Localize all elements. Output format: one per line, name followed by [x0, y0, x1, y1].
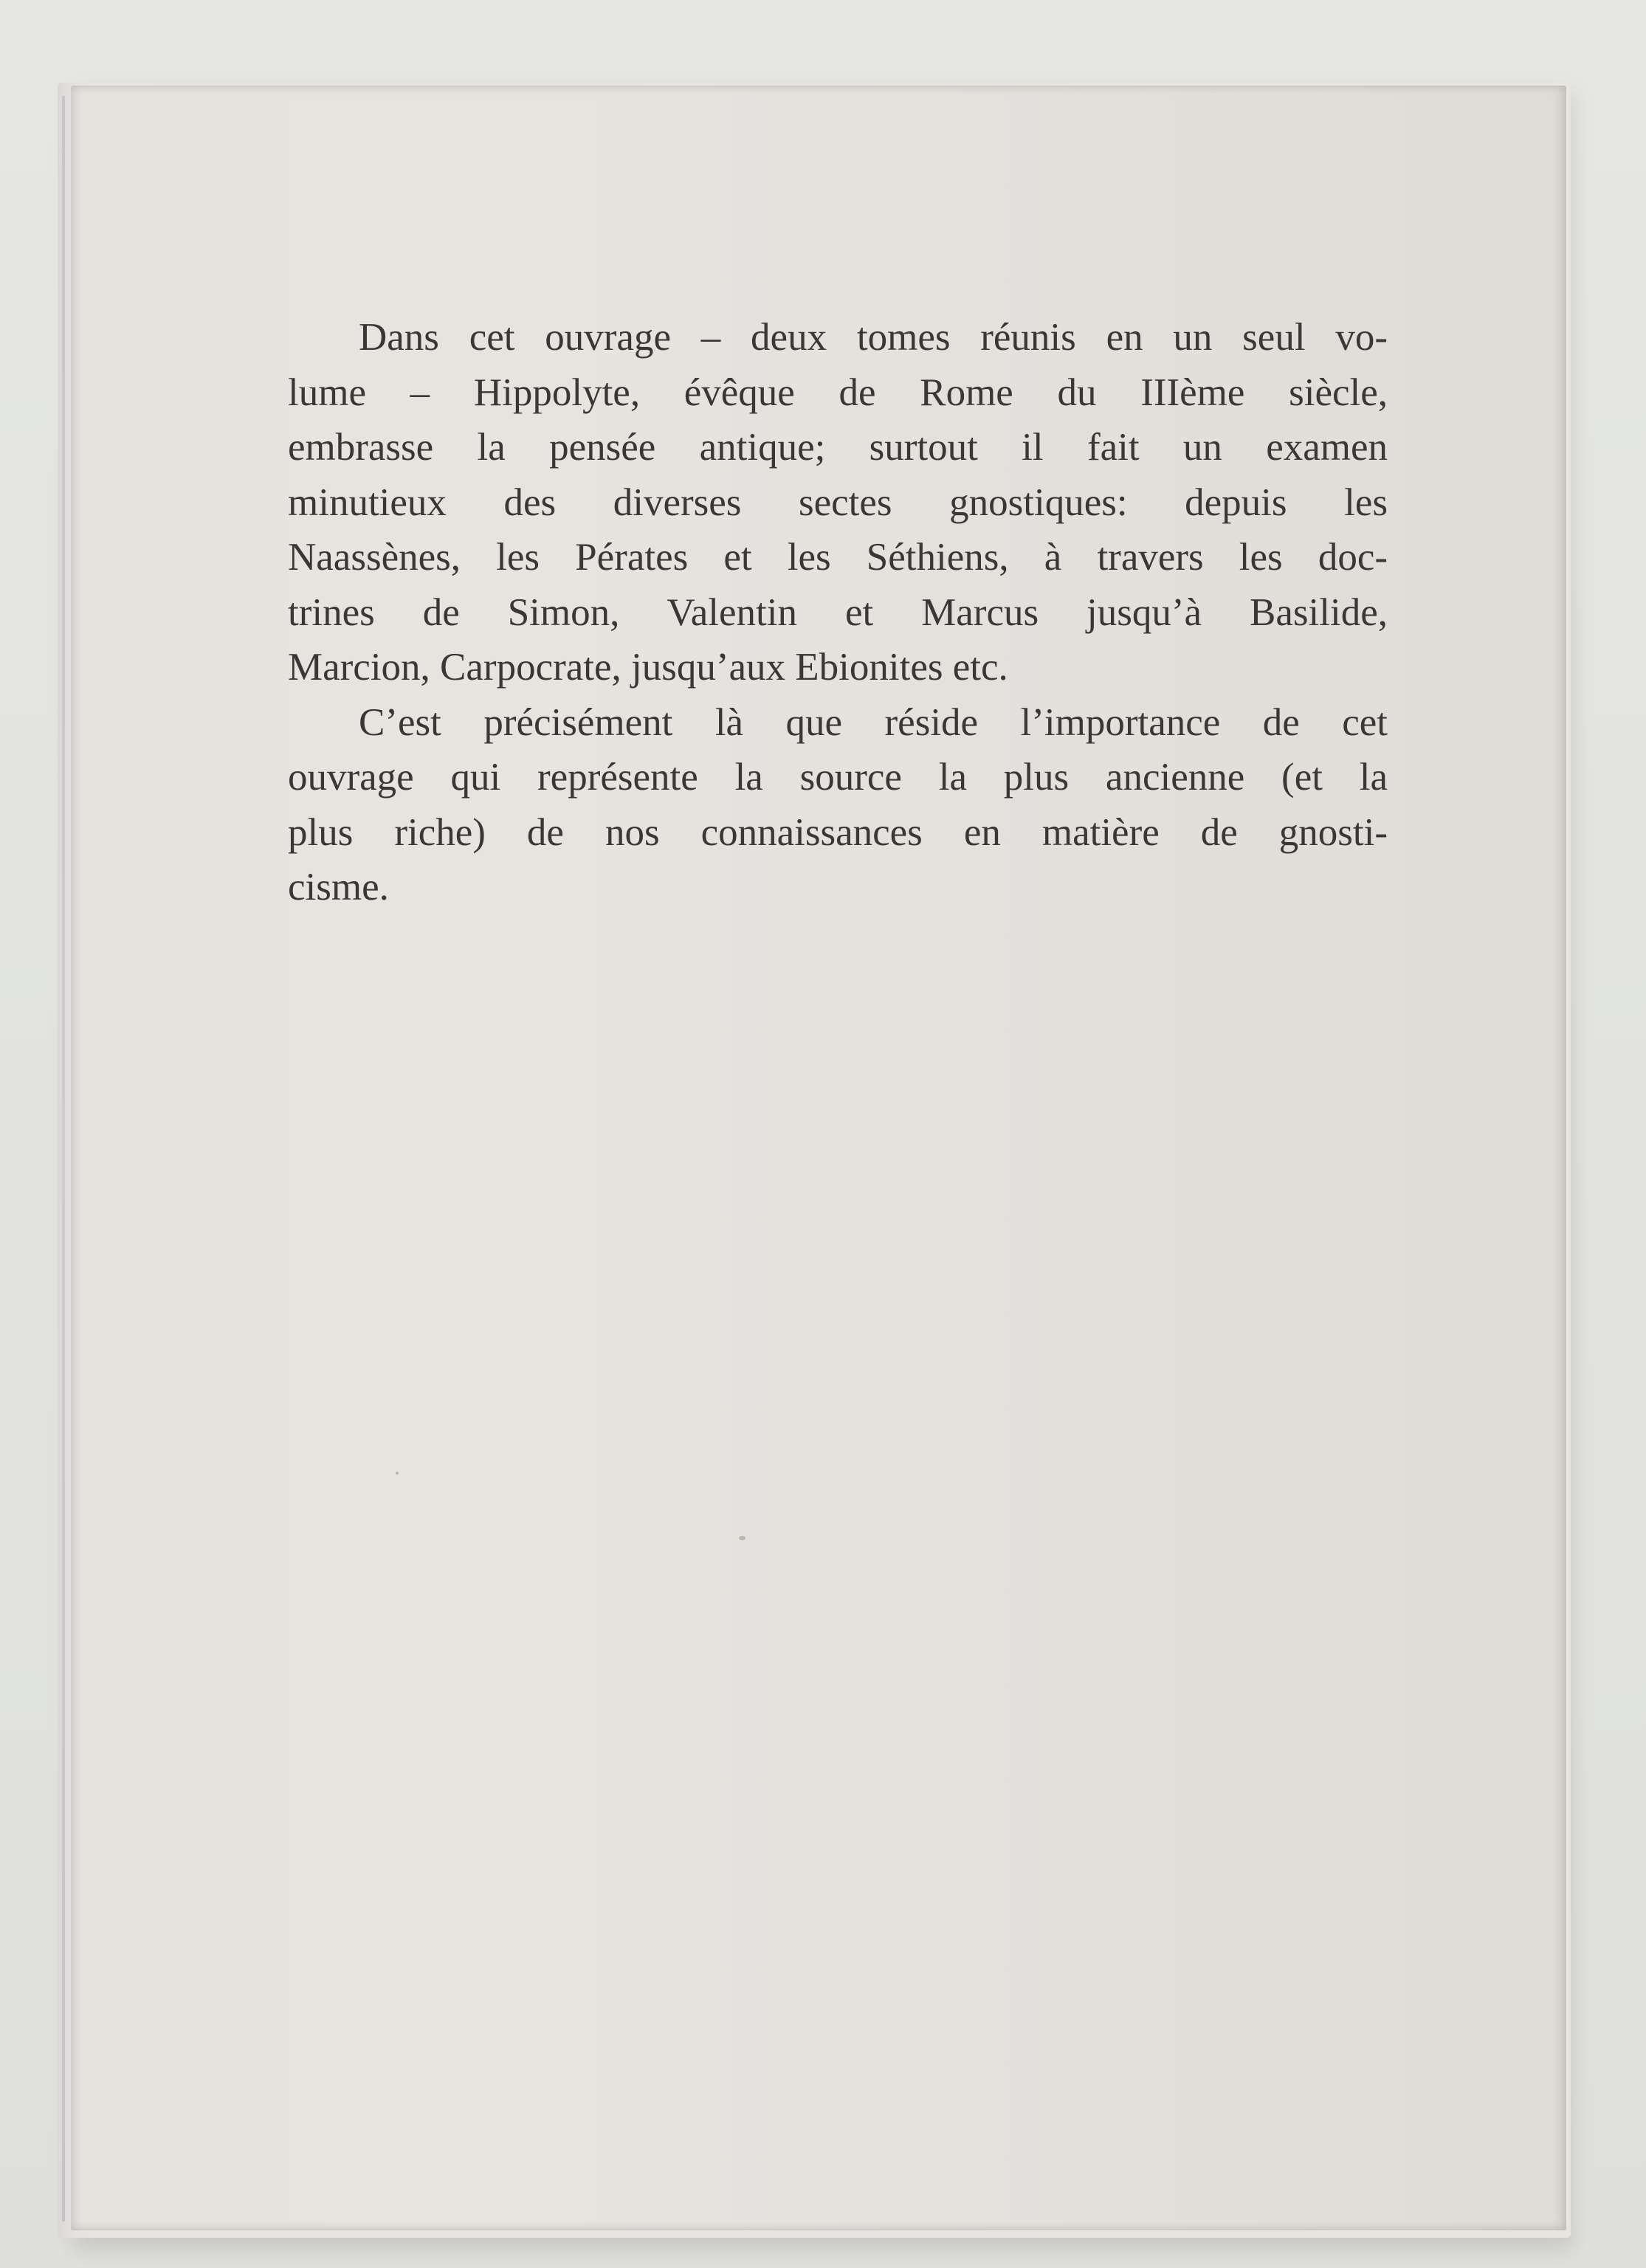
blurb-line: minutieux des diverses sectes gnostiques: depuis les: [288, 480, 1388, 524]
blurb-line: embrasse la pensée antique; surtout il fait un examen: [288, 426, 1388, 469]
cover-speck: [396, 1472, 399, 1475]
book-spine-edge: [62, 96, 65, 2222]
blurb-text: [288, 310, 1388, 915]
blurb-line: lume – Hippolyte, évêque de Rome du IIIème siècle,: [288, 370, 1388, 414]
blurb-line: ouvrage qui représente la source la plus ancienne (et la: [288, 756, 1388, 799]
blurb-line: trines de Simon, Valentin et Marcus jusqu’à Basilide,: [288, 590, 1388, 634]
blurb-line: Marcion, Carpocrate, jusqu’aux Ebionites etc.: [288, 646, 1008, 689]
blurb-line: Naassènes, les Pérates et les Séthiens, à travers les doc-: [288, 536, 1388, 579]
blurb-line: cisme.: [288, 866, 389, 909]
blurb-line: Dans cet ouvrage – deux tomes réunis en un seul vo-: [359, 316, 1388, 359]
blurb-line: plus riche) de nos connaissances en matière de gnosti-: [288, 810, 1388, 854]
cover-speck: [739, 1536, 745, 1540]
blurb-line: C’est précisément là que réside l’importance de cet: [359, 700, 1388, 744]
